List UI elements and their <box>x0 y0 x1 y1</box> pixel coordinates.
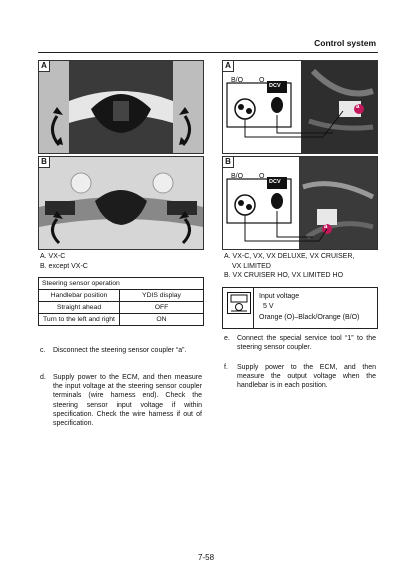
table-title: Steering sensor operation <box>39 278 204 290</box>
probe-label-bo: B/O <box>231 173 244 180</box>
probe-label-bo: B/O <box>231 77 244 84</box>
panel-label-a: A <box>39 61 50 72</box>
spec-title: Input voltage <box>259 293 300 300</box>
step-text: Connect the special service tool “1” to the steering sensor coupler. <box>237 335 376 352</box>
table-cell: Turn to the left and right <box>39 314 120 326</box>
spec-wires: Orange (O)–Black/Orange (B/O) <box>259 314 360 321</box>
step-label: f. <box>224 364 228 371</box>
table-header: YDIS display <box>120 290 204 302</box>
step-label: d. <box>40 374 46 381</box>
callout-a: a <box>324 224 328 230</box>
handlebar-illustration-b <box>39 157 203 249</box>
step-text: Supply power to the ECM, and then measure the output voltage when the handlebar is in each position. <box>237 364 376 390</box>
legend-item-a: A. VX-C <box>40 253 66 260</box>
multimeter-display: DCV <box>269 83 281 89</box>
probe-label-o: O <box>259 173 265 180</box>
handlebar-illustration-a <box>39 61 203 153</box>
legend-item-a: A. VX-C, VX, VX DELUXE, VX CRUISER, <box>224 253 355 260</box>
step-e <box>224 334 376 352</box>
legend-item-a-cont: VX LIMITED <box>232 262 271 270</box>
multimeter-icon <box>227 292 251 314</box>
page-number: 7-58 <box>198 553 215 562</box>
coupler-illustration-a <box>223 61 377 153</box>
right-figure-legend <box>224 252 354 281</box>
spec-divider <box>253 288 254 328</box>
step-label: c. <box>40 347 46 354</box>
table-title-row <box>39 278 204 290</box>
panel-label-b: B <box>223 157 234 168</box>
panel-label-b: B <box>39 157 50 168</box>
table-header: Handlebar position <box>39 290 120 302</box>
step-d <box>40 373 202 428</box>
panel-label-a: A <box>223 61 234 72</box>
table-cell: Straight ahead <box>39 302 120 314</box>
section-title: Control system <box>314 38 376 48</box>
table-header-row <box>39 290 204 302</box>
table-row <box>39 302 204 314</box>
probe-label-o: O <box>259 77 265 84</box>
header-rule <box>38 52 378 53</box>
step-text: Supply power to the ECM, and then measure the input voltage at the steering sensor coupler terminals (wire harness end). Check the steering sensor input voltage if within specification. Check the wire harness if out of specification. <box>53 374 202 428</box>
callout-a: a <box>356 104 360 110</box>
step-c <box>40 346 202 355</box>
coupler-illustration-b <box>223 157 377 249</box>
photo-handlebar-except-vxc <box>38 156 204 250</box>
step-text: Disconnect the steering sensor coupler “a”. <box>53 347 187 354</box>
step-label: e. <box>224 335 230 342</box>
input-voltage-spec <box>222 287 378 329</box>
multimeter-display: DCV <box>269 179 281 185</box>
steering-sensor-table <box>38 277 204 326</box>
spec-value: 5 V <box>263 303 274 310</box>
table-cell: ON <box>120 314 204 326</box>
table-cell: OFF <box>120 302 204 314</box>
left-figure-legend <box>40 252 88 271</box>
photo-sensor-coupler-b <box>222 156 378 250</box>
table-row <box>39 314 204 326</box>
photo-handlebar-vxc <box>38 60 204 154</box>
step-f <box>224 363 376 391</box>
photo-sensor-coupler-a <box>222 60 378 154</box>
legend-item-b: B. except VX-C <box>40 262 88 270</box>
legend-item-b: B. VX CRUISER HO, VX LIMITED HO <box>224 272 344 279</box>
